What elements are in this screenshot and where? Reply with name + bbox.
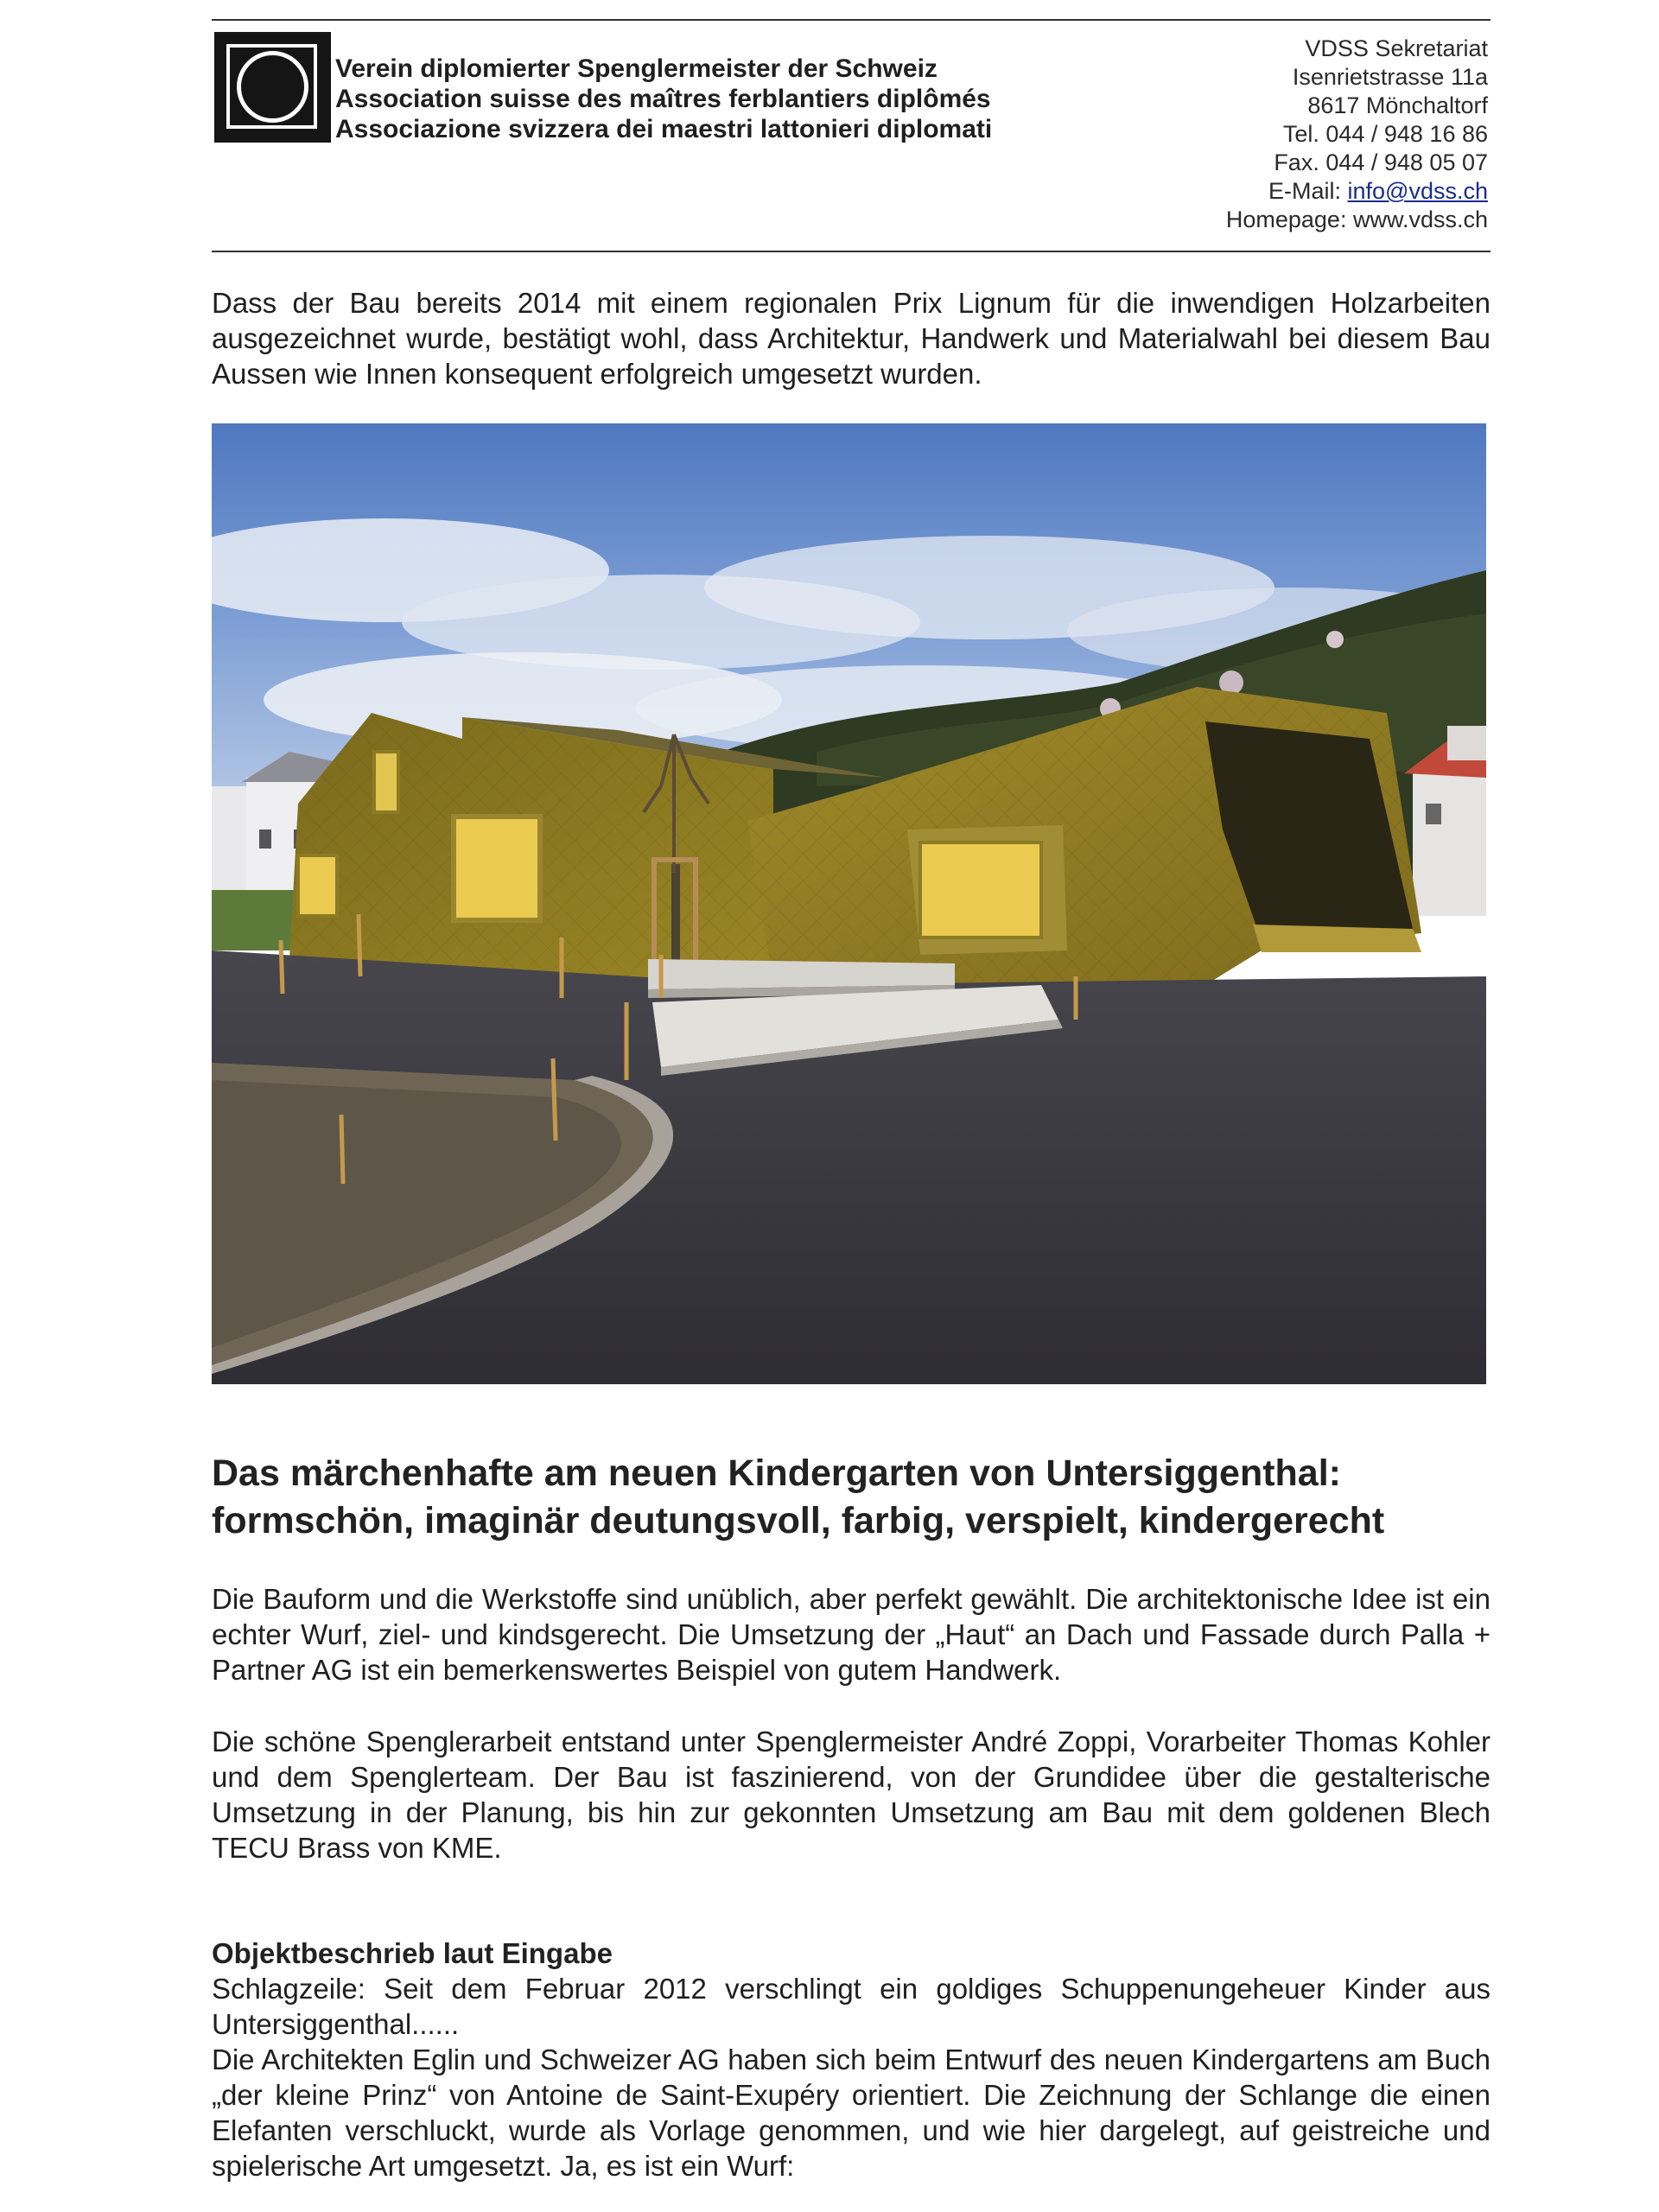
- top-rule: [212, 19, 1491, 21]
- contact-homepage: Homepage: www.vdss.ch: [1225, 207, 1488, 232]
- contact-email-row: [1226, 177, 1488, 206]
- paragraph-architekten: Die Architekten Eglin und Schweizer AG haben sich beim Entwurf des neuen Kindergartens am Buch „der kleine Prinz“ von Antoine de Saint-Exupéry orientiert. Die Zeichnung der Schlange die einen Elefanten verschluckt, wurde als Vorlage genommen, und wie hier dargelegt, auf geistreiche und spielerische Art umgesetzt. Ja, es ist ein Wurf:: [212, 2044, 1491, 2182]
- headline-line-2: formschön, imaginär deutungsvoll, farbig, verspielt, kindergerecht: [212, 1500, 1385, 1541]
- header-rule: [212, 251, 1491, 252]
- headline: [212, 1450, 1491, 1545]
- contact-email-label: E-Mail:: [1268, 178, 1348, 204]
- contact-city: 8617 Mönchaltorf: [1307, 92, 1488, 118]
- contact-email-link[interactable]: info@vdss.ch: [1347, 178, 1488, 204]
- paragraph-bauform: Die Bauform und die Werkstoffe sind unüblich, aber perfekt gewählt. Die architektonische Idee ist ein echter Wurf, ziel- und kindsgerecht. Die Umsetzung der „Haut“ an Dach und Fassade durch Palla + Partner AG ist ein bemerkenswertes Beispiel von gutem Handwerk.: [212, 1583, 1491, 1686]
- contact-office: VDSS Sekretariat: [1305, 35, 1488, 61]
- association-names: [335, 54, 992, 144]
- vdss-logo: [214, 32, 331, 143]
- association-name-it: Associazione svizzera dei maestri lattonieri diplomati: [335, 115, 993, 143]
- headline-line-1: Das märchenhafte am neuen Kindergarten von Untersiggenthal:: [212, 1452, 1341, 1494]
- paragraph-schlagzeile: Schlagzeile: Seit dem Februar 2012 verschlingt ein goldiges Schuppenungeheuer Kinder aus Untersiggenthal......: [212, 1973, 1491, 2040]
- contact-fax: Fax. 044 / 948 05 07: [1274, 149, 1488, 175]
- paragraph-spenglerarbeit: Die schöne Spenglerarbeit entstand unter Spenglermeister André Zoppi, Vorarbeiter Thomas Kohler und dem Spenglerteam. Der Bau ist faszinierend, von der Grundidee über die gestalterische Umsetzung in der Planung, bis hin zur gekonnten Umsetzung am Bau mit dem goldenen Blech TECU Brass von KME.: [212, 1726, 1491, 1864]
- kindergarten-photo: [212, 423, 1486, 1384]
- intro-paragraph: Dass der Bau bereits 2014 mit einem regionalen Prix Lignum für die inwendigen Holzarbeiten ausgezeichnet wurde, bestätigt wohl, dass Architektur, Handwerk und Materialwahl bei diesem Bau Aussen wie Innen konsequent erfolgreich umgesetzt wurden.: [212, 287, 1491, 390]
- contact-tel: Tel. 044 / 948 16 86: [1282, 121, 1488, 147]
- association-name-de: Verein diplomierter Spenglermeister der Schweiz: [335, 54, 938, 83]
- objektbeschrieb-heading: Objektbeschrieb laut Eingabe: [212, 1937, 613, 1969]
- contact-street: Isenrietstrasse 11a: [1292, 64, 1488, 90]
- contact-block: [1226, 35, 1488, 234]
- association-name-fr: Association suisse des maîtres ferblantiers diplômés: [335, 85, 991, 113]
